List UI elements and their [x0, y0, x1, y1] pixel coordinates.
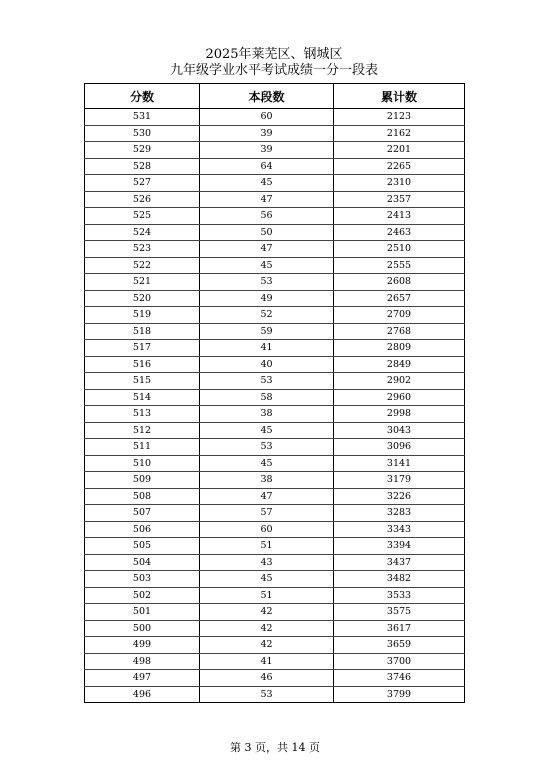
cell-cumulative-count: 2998 [334, 406, 465, 423]
cell-score: 517 [85, 340, 200, 357]
cell-segment-count: 45 [200, 175, 334, 192]
cell-cumulative-count: 2608 [334, 274, 465, 291]
cell-segment-count: 43 [200, 554, 334, 571]
cell-score: 502 [85, 587, 200, 604]
cell-cumulative-count: 2768 [334, 323, 465, 340]
table-row [85, 373, 465, 390]
cell-cumulative-count: 2849 [334, 356, 465, 373]
table-row [85, 521, 465, 538]
cell-score: 496 [85, 686, 200, 703]
cell-segment-count: 38 [200, 406, 334, 423]
cell-score: 507 [85, 505, 200, 522]
cell-segment-count: 58 [200, 389, 334, 406]
cell-cumulative-count: 3700 [334, 653, 465, 670]
cell-segment-count: 46 [200, 670, 334, 687]
cell-cumulative-count: 2413 [334, 208, 465, 225]
cell-score: 504 [85, 554, 200, 571]
table-row [85, 571, 465, 588]
cell-cumulative-count: 2310 [334, 175, 465, 192]
cell-segment-count: 41 [200, 340, 334, 357]
cell-cumulative-count: 2201 [334, 142, 465, 159]
cell-score: 521 [85, 274, 200, 291]
cell-segment-count: 39 [200, 142, 334, 159]
cell-score: 528 [85, 158, 200, 175]
table-row [85, 224, 465, 241]
cell-cumulative-count: 2265 [334, 158, 465, 175]
cell-score: 523 [85, 241, 200, 258]
cell-score: 516 [85, 356, 200, 373]
table-row [85, 389, 465, 406]
cell-cumulative-count: 3179 [334, 472, 465, 489]
table-row [85, 637, 465, 654]
cell-segment-count: 51 [200, 587, 334, 604]
cell-segment-count: 42 [200, 637, 334, 654]
table-row [85, 604, 465, 621]
table-row [85, 241, 465, 258]
cell-cumulative-count: 2657 [334, 290, 465, 307]
cell-score: 501 [85, 604, 200, 621]
cell-segment-count: 38 [200, 472, 334, 489]
cell-score: 503 [85, 571, 200, 588]
table-row [85, 175, 465, 192]
cell-score: 527 [85, 175, 200, 192]
cell-segment-count: 42 [200, 620, 334, 637]
cell-score: 519 [85, 307, 200, 324]
cell-segment-count: 51 [200, 538, 334, 555]
cell-cumulative-count: 3575 [334, 604, 465, 621]
table-row [85, 670, 465, 687]
cell-score: 499 [85, 637, 200, 654]
table-row [85, 191, 465, 208]
cell-cumulative-count: 2357 [334, 191, 465, 208]
cell-segment-count: 59 [200, 323, 334, 340]
cell-cumulative-count: 2510 [334, 241, 465, 258]
table-row [85, 290, 465, 307]
cell-cumulative-count: 2555 [334, 257, 465, 274]
cell-segment-count: 53 [200, 439, 334, 456]
cell-score: 498 [85, 653, 200, 670]
table-row [85, 488, 465, 505]
page-number-footer: 第 3 页，共 14 页 [230, 741, 320, 754]
cell-segment-count: 45 [200, 455, 334, 472]
table-row [85, 323, 465, 340]
cell-cumulative-count: 2902 [334, 373, 465, 390]
cell-score: 530 [85, 125, 200, 142]
cell-cumulative-count: 3746 [334, 670, 465, 687]
cell-segment-count: 47 [200, 241, 334, 258]
cell-score: 508 [85, 488, 200, 505]
cell-cumulative-count: 3394 [334, 538, 465, 555]
table-row [85, 686, 465, 703]
table-row [85, 653, 465, 670]
cell-score: 510 [85, 455, 200, 472]
cell-segment-count: 53 [200, 274, 334, 291]
table-row [85, 406, 465, 423]
cell-segment-count: 45 [200, 422, 334, 439]
cell-score: 506 [85, 521, 200, 538]
cell-cumulative-count: 3096 [334, 439, 465, 456]
cell-cumulative-count: 2960 [334, 389, 465, 406]
cell-score: 518 [85, 323, 200, 340]
cell-segment-count: 45 [200, 571, 334, 588]
cell-cumulative-count: 3482 [334, 571, 465, 588]
table-row [85, 274, 465, 291]
cell-segment-count: 40 [200, 356, 334, 373]
cell-cumulative-count: 3343 [334, 521, 465, 538]
cell-segment-count: 47 [200, 488, 334, 505]
table-row [85, 439, 465, 456]
table-row [85, 538, 465, 555]
table-row [85, 109, 465, 126]
cell-segment-count: 42 [200, 604, 334, 621]
table-row [85, 554, 465, 571]
cell-cumulative-count: 3533 [334, 587, 465, 604]
table-row [85, 340, 465, 357]
table-row [85, 505, 465, 522]
page-title: 2025年莱芜区、钢城区 [205, 47, 343, 62]
table-row [85, 620, 465, 637]
cell-score: 529 [85, 142, 200, 159]
column-header-score: 分数 [85, 84, 200, 109]
table-row [85, 142, 465, 159]
cell-score: 513 [85, 406, 200, 423]
cell-score: 512 [85, 422, 200, 439]
table-row [85, 422, 465, 439]
page-subtitle: 九年级学业水平考试成绩一分一段表 [169, 63, 378, 78]
cell-score: 522 [85, 257, 200, 274]
cell-cumulative-count: 2709 [334, 307, 465, 324]
cell-score: 500 [85, 620, 200, 637]
cell-segment-count: 39 [200, 125, 334, 142]
cell-score: 505 [85, 538, 200, 555]
cell-segment-count: 45 [200, 257, 334, 274]
cell-segment-count: 53 [200, 373, 334, 390]
table-row [85, 158, 465, 175]
table-row [85, 455, 465, 472]
score-distribution-table [84, 83, 465, 703]
cell-score: 515 [85, 373, 200, 390]
column-header-cumulative-count: 累计数 [334, 84, 465, 109]
table-row [85, 587, 465, 604]
cell-cumulative-count: 3226 [334, 488, 465, 505]
cell-segment-count: 41 [200, 653, 334, 670]
cell-score: 514 [85, 389, 200, 406]
cell-cumulative-count: 2463 [334, 224, 465, 241]
cell-segment-count: 57 [200, 505, 334, 522]
cell-score: 520 [85, 290, 200, 307]
cell-segment-count: 53 [200, 686, 334, 703]
cell-segment-count: 50 [200, 224, 334, 241]
cell-cumulative-count: 2809 [334, 340, 465, 357]
cell-cumulative-count: 2123 [334, 109, 465, 126]
cell-segment-count: 49 [200, 290, 334, 307]
table-row [85, 125, 465, 142]
cell-score: 531 [85, 109, 200, 126]
cell-segment-count: 52 [200, 307, 334, 324]
cell-cumulative-count: 3617 [334, 620, 465, 637]
cell-segment-count: 60 [200, 521, 334, 538]
cell-cumulative-count: 3141 [334, 455, 465, 472]
cell-score: 509 [85, 472, 200, 489]
cell-segment-count: 60 [200, 109, 334, 126]
cell-score: 497 [85, 670, 200, 687]
cell-cumulative-count: 3043 [334, 422, 465, 439]
cell-score: 524 [85, 224, 200, 241]
cell-cumulative-count: 3437 [334, 554, 465, 571]
table-row [85, 208, 465, 225]
cell-cumulative-count: 3659 [334, 637, 465, 654]
table-body [85, 109, 465, 703]
cell-score: 525 [85, 208, 200, 225]
cell-segment-count: 56 [200, 208, 334, 225]
cell-segment-count: 47 [200, 191, 334, 208]
table-header-row [85, 84, 465, 109]
cell-segment-count: 64 [200, 158, 334, 175]
cell-cumulative-count: 3283 [334, 505, 465, 522]
column-header-segment-count: 本段数 [200, 84, 334, 109]
cell-cumulative-count: 2162 [334, 125, 465, 142]
table-row [85, 307, 465, 324]
cell-score: 526 [85, 191, 200, 208]
cell-score: 511 [85, 439, 200, 456]
table-row [85, 257, 465, 274]
table-row [85, 472, 465, 489]
table-row [85, 356, 465, 373]
cell-cumulative-count: 3799 [334, 686, 465, 703]
